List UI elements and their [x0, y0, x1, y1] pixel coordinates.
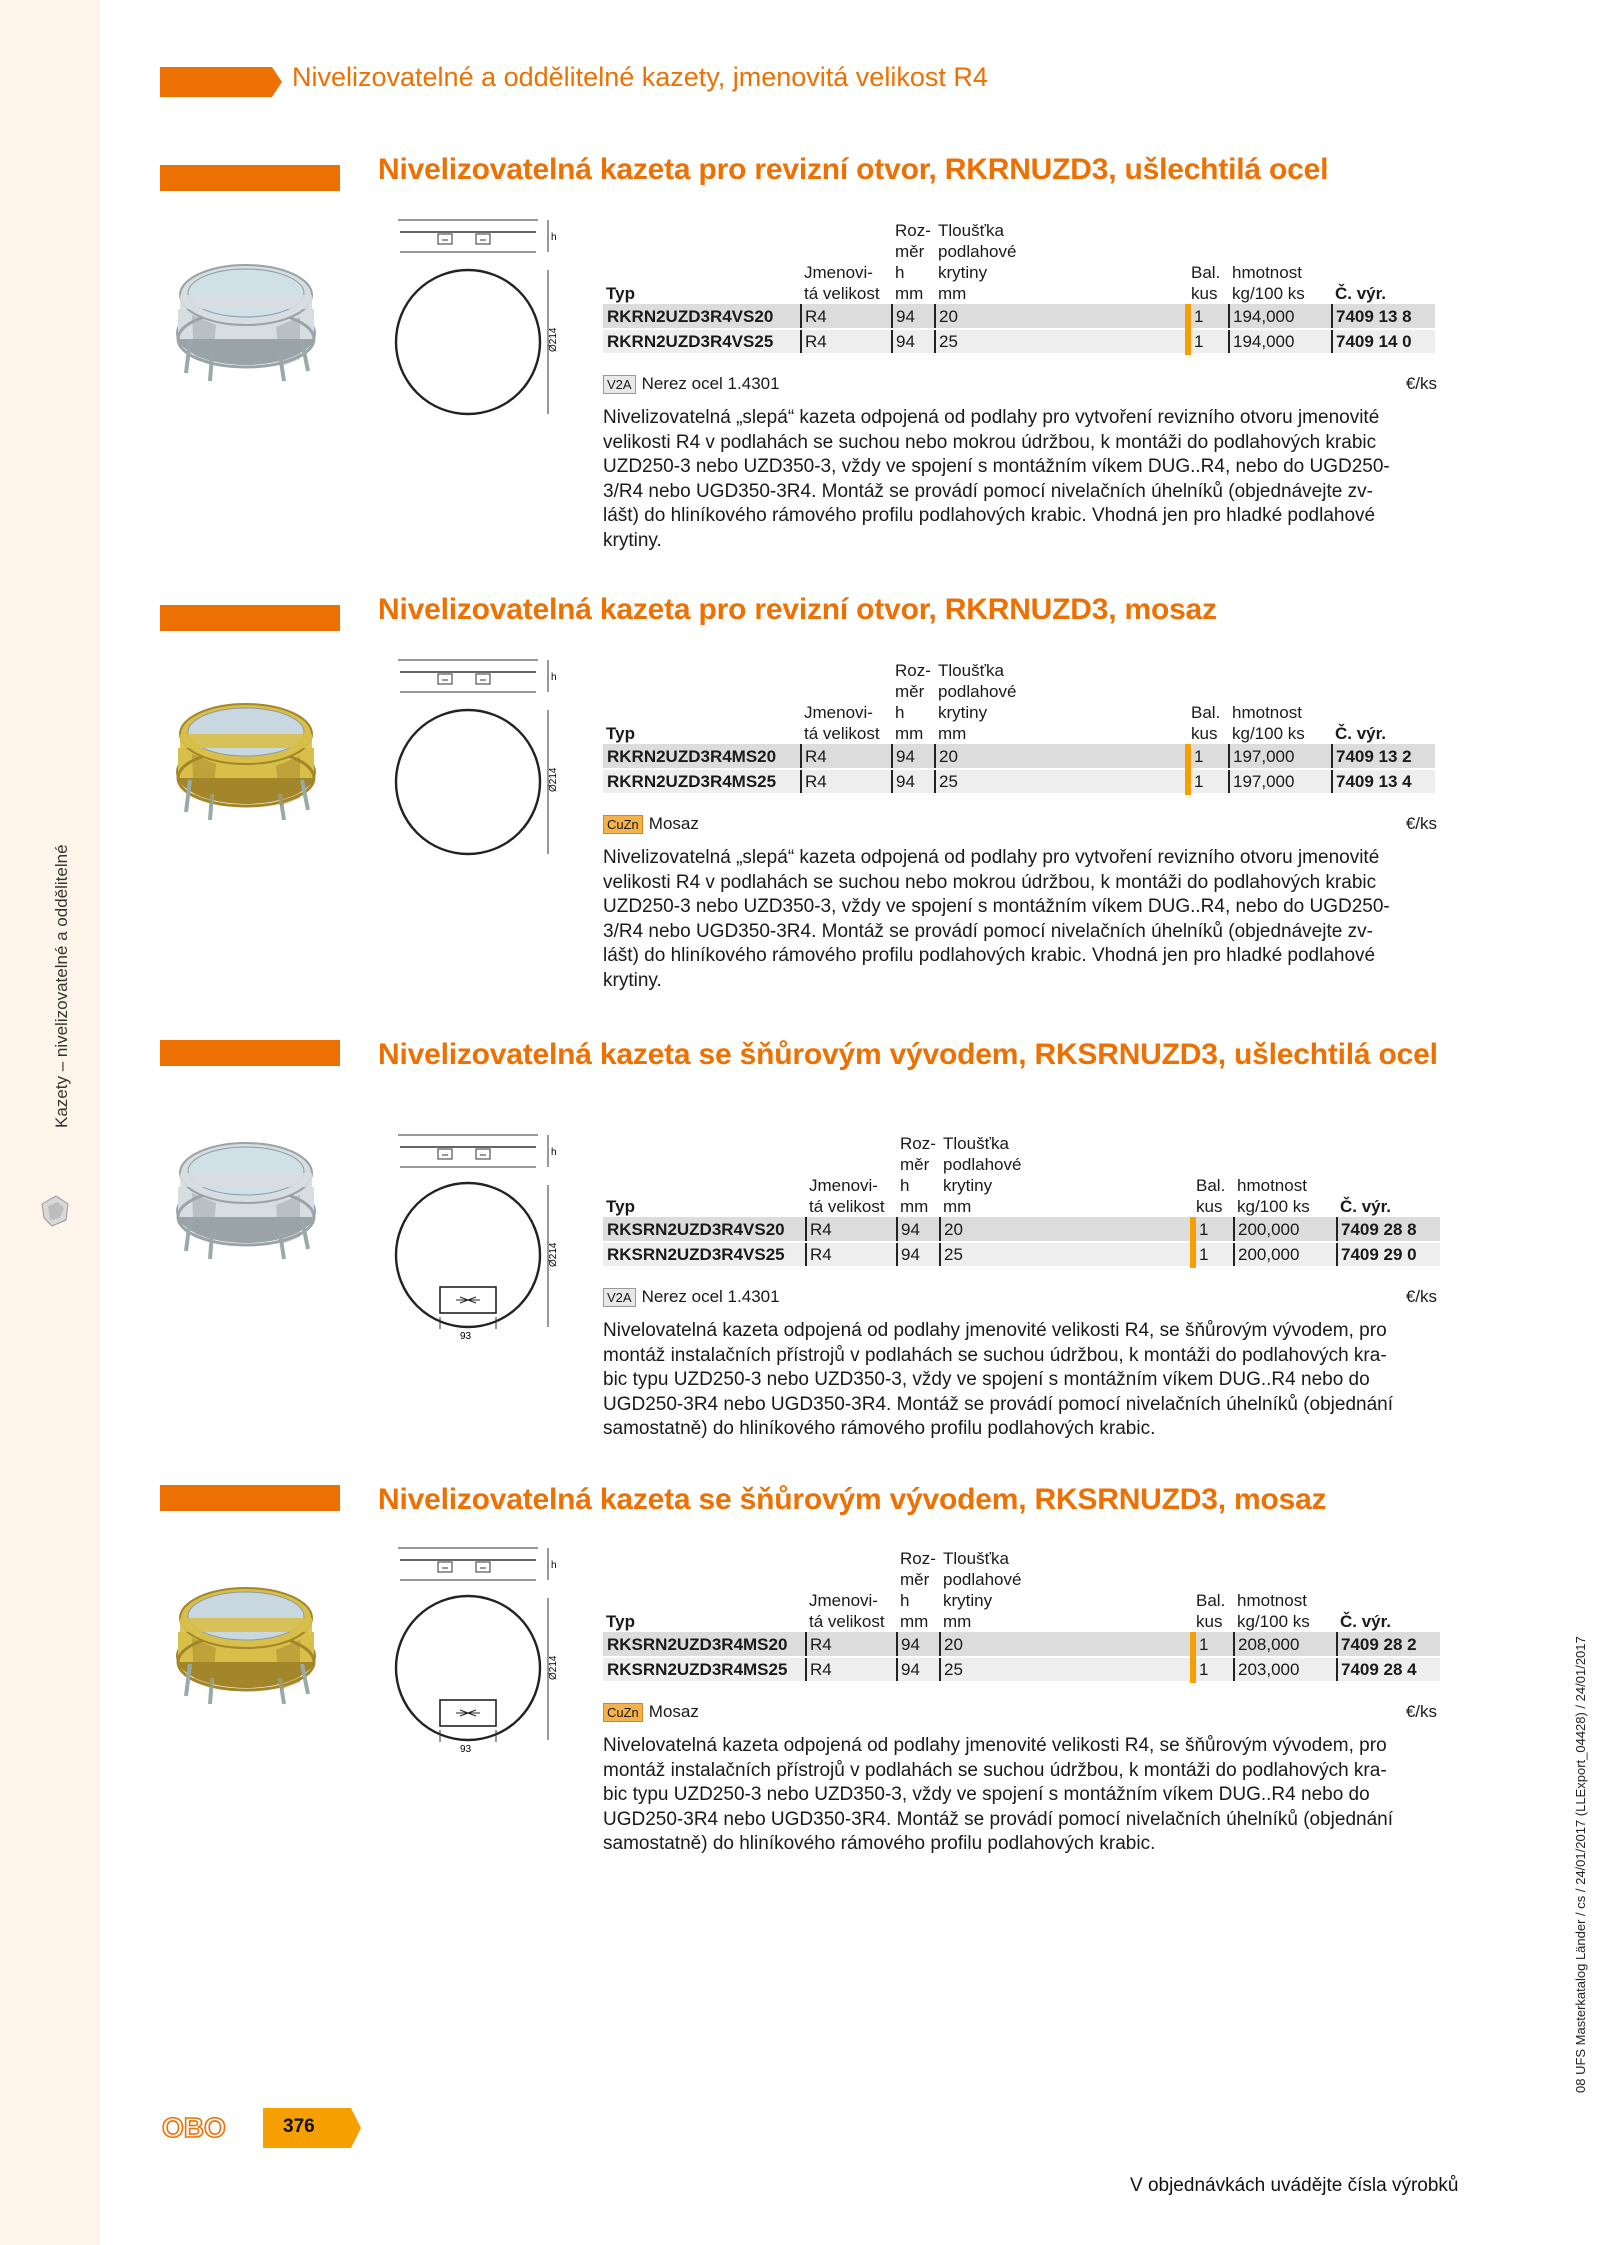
product-description	[603, 846, 1449, 994]
svg-text:h: h	[551, 672, 557, 683]
price-unit: €/ks	[1405, 814, 1437, 833]
cell-weight: 200,000	[1234, 1217, 1337, 1242]
col-header-size-dim: Roz-	[900, 1134, 936, 1153]
table-row	[603, 329, 1435, 354]
header-arrow-marker	[160, 67, 282, 97]
col-header-pack: Bal.	[1196, 1591, 1226, 1610]
description-line: UZD250-3 nebo UZD350-3, vždy ve spojení s montážním víkem DUG..R4, nebo do UGD250-	[603, 456, 1390, 478]
material-name: Mosaz	[648, 814, 699, 833]
product-photo	[172, 694, 320, 822]
product-description	[603, 1734, 1449, 1857]
description-line: UZD250-3 nebo UZD350-3, vždy ve spojení s montážním víkem DUG..R4, nebo do UGD250-	[603, 896, 1390, 918]
cell-floor: 20	[940, 1632, 1193, 1657]
cell-weight: 203,000	[1234, 1657, 1337, 1682]
description-line: montáž instalačních přístrojů v podlahách se suchou údržbou, k montáži do podlahových kra-	[603, 1759, 1387, 1781]
cell-pack: 1	[1188, 329, 1229, 354]
cell-floor: 25	[940, 1657, 1193, 1682]
col-header-thickness: Tloušťka	[943, 1134, 1009, 1153]
material-line	[603, 814, 1437, 834]
side-chapter-label: Kazety – nivelizovatelné a oddělitelné	[52, 844, 71, 1128]
col-header-nominal-size: Jmenovi-	[804, 263, 873, 282]
cell-h: 94	[897, 1657, 940, 1682]
table-row	[603, 304, 1435, 329]
product-photo	[172, 1578, 320, 1706]
cell-size: R4	[806, 1217, 897, 1242]
cell-weight: 200,000	[1234, 1242, 1337, 1267]
cell-pack: 1	[1188, 769, 1229, 794]
col-header-thickness: Tloušťka	[943, 1549, 1009, 1568]
section-marker-bar	[160, 605, 340, 631]
cell-size: R4	[806, 1632, 897, 1657]
description-line: Nivelizovatelná „slepá“ kazeta odpojená od podlahy pro vytvoření revizního otvoru jmenovité	[603, 847, 1380, 868]
col-header-weight: hmotnost	[1237, 1591, 1307, 1610]
cell-pack: 1	[1193, 1632, 1234, 1657]
material-badge: V2A	[603, 375, 636, 394]
col-header-article-number: Č. výr.	[1340, 1197, 1392, 1216]
cell-h: 94	[897, 1217, 940, 1242]
cell-typ: RKSRN2UZD3R4VS20	[603, 1217, 806, 1242]
description-line: bic typu UZD250-3 nebo UZD350-3, vždy ve spojení s montážním víkem DUG..R4 nebo do	[603, 1784, 1370, 1806]
material-line	[603, 1287, 1437, 1307]
description-line: samostatně) do hliníkového rámového profilu podlahových krabic.	[603, 1833, 1156, 1855]
cell-art: 7409 14 0	[1332, 329, 1435, 354]
col-header-size-dim: Roz-	[895, 221, 931, 240]
description-line: velikosti R4 v podlahách se suchou nebo mokrou údržbou, k montáži do podlahových krabic	[603, 431, 1377, 453]
cell-art: 7409 28 4	[1337, 1657, 1440, 1682]
col-header-pack: Bal.	[1191, 703, 1221, 722]
svg-text:h: h	[551, 1560, 557, 1571]
material-name: Nerez ocel 1.4301	[641, 1287, 780, 1306]
page-header-title: Nivelizovatelné a oddělitelné kazety, jmenovitá velikost R4	[292, 62, 988, 92]
catalog-export-info: 08 UFS Masterkatalog Länder / cs / 24/01/2017 (LLExport_04428) / 24/01/2017	[1573, 1636, 1588, 2093]
product-photo	[172, 1133, 320, 1261]
svg-text:Ø214: Ø214	[548, 767, 559, 792]
cell-pack: 1	[1188, 304, 1229, 329]
cell-weight: 197,000	[1229, 769, 1332, 794]
material-name: Mosaz	[648, 1702, 699, 1721]
svg-text:Ø214: Ø214	[548, 1242, 559, 1267]
table-row	[603, 744, 1435, 769]
cell-size: R4	[801, 304, 892, 329]
material-line	[603, 1702, 1437, 1722]
cell-floor: 20	[935, 304, 1188, 329]
col-header-pack: Bal.	[1191, 263, 1221, 282]
cell-h: 94	[892, 304, 935, 329]
cell-art: 7409 13 8	[1332, 304, 1435, 329]
svg-text:h: h	[551, 1147, 557, 1158]
cell-floor: 25	[940, 1242, 1193, 1267]
price-unit: €/ks	[1405, 1702, 1437, 1721]
cell-floor: 20	[935, 744, 1188, 769]
cell-size: R4	[806, 1242, 897, 1267]
col-header-article-number: Č. výr.	[1335, 284, 1387, 303]
product-thumbnail-icon	[38, 1190, 72, 1230]
cell-size: R4	[801, 769, 892, 794]
table-row	[603, 1632, 1440, 1657]
description-line: velikosti R4 v podlahách se suchou nebo mokrou údržbou, k montáži do podlahových krabic	[603, 871, 1377, 893]
section-title: Nivelizovatelná kazeta pro revizní otvor, RKRNUZD3, mosaz	[378, 593, 1217, 626]
description-line: Nivelovatelná kazeta odpojená od podlahy jmenovité velikosti R4, se šňůrovým vývodem, pro	[603, 1320, 1387, 1341]
col-header-article-number: Č. výr.	[1335, 724, 1387, 743]
price-unit: €/ks	[1405, 1287, 1437, 1306]
col-header-type: Typ	[606, 1612, 635, 1631]
cell-art: 7409 29 0	[1337, 1242, 1440, 1267]
description-line: krytiny.	[603, 969, 662, 991]
svg-text:93: 93	[460, 1744, 472, 1755]
description-line: krytiny.	[603, 529, 662, 551]
footer-note: V objednávkách uvádějte čísla výrobků	[1130, 2175, 1459, 2196]
cell-floor: 20	[940, 1217, 1193, 1242]
col-header-nominal-size: Jmenovi-	[804, 703, 873, 722]
price-unit: €/ks	[1405, 374, 1437, 393]
product-table: Roz- Tloušťka měr podlahové Jmenovi- h krytiny Bal. hmotnost Typ tá velikost mm mm kus kg/100 ks Č. výr. RKSRN2UZD3R4MS20 R4 94 20 1 208,000 7409 28 2 RKSRN2UZD3R4MS25 R4 94 25 1 203,000 7409 28 4	[603, 1548, 1440, 1683]
product-photo	[172, 255, 320, 383]
col-header-size-dim: Roz-	[900, 1549, 936, 1568]
col-header-thickness: Tloušťka	[938, 221, 1004, 240]
svg-text:93: 93	[460, 1331, 472, 1342]
technical-drawing	[388, 1540, 563, 1755]
material-badge: CuZn	[603, 815, 643, 834]
cell-pack: 1	[1193, 1217, 1234, 1242]
technical-drawing	[388, 1127, 563, 1342]
cell-floor: 25	[935, 329, 1188, 354]
table-row	[603, 1242, 1440, 1267]
cell-h: 94	[892, 329, 935, 354]
section-title: Nivelizovatelná kazeta se šňůrovým vývodem, RKSRNUZD3, ušlechtilá ocel	[378, 1038, 1438, 1071]
table-row	[603, 1217, 1440, 1242]
col-header-nominal-size: Jmenovi-	[809, 1591, 878, 1610]
description-line: 3/R4 nebo UGD350-3R4. Montáž se provádí pomocí nivelačních úhelníků (objednávejte zv-	[603, 920, 1373, 942]
cell-h: 94	[897, 1632, 940, 1657]
col-header-weight: hmotnost	[1232, 263, 1302, 282]
product-description	[603, 406, 1449, 554]
cell-h: 94	[892, 744, 935, 769]
cell-pack: 1	[1193, 1657, 1234, 1682]
product-description	[603, 1319, 1449, 1442]
product-table: Roz- Tloušťka měr podlahové Jmenovi- h krytiny Bal. hmotnost Typ tá velikost mm mm kus kg/100 ks Č. výr. RKRN2UZD3R4MS20 R4 94 20 1 197,000 7409 13 2 RKRN2UZD3R4MS25 R4 94 25 1 197,000 7409 13 4	[603, 660, 1435, 795]
cell-art: 7409 13 2	[1332, 744, 1435, 769]
cell-typ: RKRN2UZD3R4MS20	[603, 744, 801, 769]
cell-typ: RKRN2UZD3R4VS25	[603, 329, 801, 354]
description-line: UGD250-3R4 nebo UGD350-3R4. Montáž se provádí pomocí nivelačních úhelníků (objednání	[603, 1393, 1394, 1415]
cell-typ: RKRN2UZD3R4MS25	[603, 769, 801, 794]
description-line: lášt) do hliníkového rámového profilu podlahových krabic. Vhodná jen pro hladké podlahové	[603, 945, 1376, 967]
cell-weight: 194,000	[1229, 329, 1332, 354]
col-header-thickness: Tloušťka	[938, 661, 1004, 680]
description-line: 3/R4 nebo UGD350-3R4. Montáž se provádí pomocí nivelačních úhelníků (objednávejte zv-	[603, 480, 1373, 502]
section-title: Nivelizovatelná kazeta se šňůrovým vývodem, RKSRNUZD3, mosaz	[378, 1483, 1327, 1516]
cell-size: R4	[801, 744, 892, 769]
section-title: Nivelizovatelná kazeta pro revizní otvor, RKRNUZD3, ušlechtilá ocel	[378, 153, 1329, 186]
material-name: Nerez ocel 1.4301	[641, 374, 780, 393]
cell-pack: 1	[1188, 744, 1229, 769]
col-header-nominal-size: Jmenovi-	[809, 1176, 878, 1195]
svg-text:h: h	[551, 232, 557, 243]
section-marker-bar	[160, 1485, 340, 1511]
description-line: montáž instalačních přístrojů v podlahách se suchou údržbou, k montáži do podlahových kra-	[603, 1344, 1387, 1366]
table-row	[603, 1657, 1440, 1682]
description-line: Nivelizovatelná „slepá“ kazeta odpojená od podlahy pro vytvoření revizního otvoru jmenovité	[603, 407, 1380, 428]
col-header-type: Typ	[606, 1197, 635, 1216]
col-header-type: Typ	[606, 284, 635, 303]
col-header-weight: hmotnost	[1232, 703, 1302, 722]
cell-size: R4	[801, 329, 892, 354]
cell-typ: RKSRN2UZD3R4MS20	[603, 1632, 806, 1657]
cell-weight: 197,000	[1229, 744, 1332, 769]
material-line	[603, 374, 1437, 394]
description-line: bic typu UZD250-3 nebo UZD350-3, vždy ve spojení s montážním víkem DUG..R4 nebo do	[603, 1369, 1370, 1391]
cell-pack: 1	[1193, 1242, 1234, 1267]
cell-typ: RKSRN2UZD3R4VS25	[603, 1242, 806, 1267]
product-table: Roz- Tloušťka měr podlahové Jmenovi- h krytiny Bal. hmotnost Typ tá velikost mm mm kus kg/100 ks Č. výr. RKRN2UZD3R4VS20 R4 94 20 1 194,000 7409 13 8 RKRN2UZD3R4VS25 R4 94 25 1 194,000 7409 14 0	[603, 220, 1435, 355]
col-header-weight: hmotnost	[1237, 1176, 1307, 1195]
section-marker-bar	[160, 165, 340, 191]
product-table: Roz- Tloušťka měr podlahové Jmenovi- h krytiny Bal. hmotnost Typ tá velikost mm mm kus kg/100 ks Č. výr. RKSRN2UZD3R4VS20 R4 94 20 1 200,000 7409 28 8 RKSRN2UZD3R4VS25 R4 94 25 1 200,000 7409 29 0	[603, 1133, 1440, 1268]
cell-floor: 25	[935, 769, 1188, 794]
page-number: 376	[283, 2116, 315, 2137]
cell-art: 7409 13 4	[1332, 769, 1435, 794]
cell-h: 94	[892, 769, 935, 794]
cell-h: 94	[897, 1242, 940, 1267]
section-marker-bar	[160, 1040, 340, 1066]
col-header-size-dim: Roz-	[895, 661, 931, 680]
table-row	[603, 769, 1435, 794]
material-badge: CuZn	[603, 1703, 643, 1722]
description-line: samostatně) do hliníkového rámového profilu podlahových krabic.	[603, 1418, 1156, 1440]
svg-text:Ø214: Ø214	[548, 1655, 559, 1680]
svg-text:OBO: OBO	[162, 2113, 226, 2143]
col-header-pack: Bal.	[1196, 1176, 1226, 1195]
cell-weight: 208,000	[1234, 1632, 1337, 1657]
cell-typ: RKSRN2UZD3R4MS25	[603, 1657, 806, 1682]
cell-typ: RKRN2UZD3R4VS20	[603, 304, 801, 329]
technical-drawing	[388, 212, 563, 422]
technical-drawing	[388, 652, 563, 862]
cell-art: 7409 28 8	[1337, 1217, 1440, 1242]
description-line: Nivelovatelná kazeta odpojená od podlahy jmenovité velikosti R4, se šňůrovým vývodem, pro	[603, 1735, 1387, 1756]
svg-text:Ø214: Ø214	[548, 327, 559, 352]
col-header-article-number: Č. výr.	[1340, 1612, 1392, 1631]
description-line: UGD250-3R4 nebo UGD350-3R4. Montáž se provádí pomocí nivelačních úhelníků (objednání	[603, 1808, 1394, 1830]
cell-art: 7409 28 2	[1337, 1632, 1440, 1657]
obo-logo	[160, 2113, 240, 2143]
cell-weight: 194,000	[1229, 304, 1332, 329]
col-header-type: Typ	[606, 724, 635, 743]
cell-size: R4	[806, 1657, 897, 1682]
left-margin-band	[0, 0, 100, 2245]
description-line: lášt) do hliníkového rámového profilu podlahových krabic. Vhodná jen pro hladké podlahové	[603, 505, 1376, 527]
material-badge: V2A	[603, 1288, 636, 1307]
